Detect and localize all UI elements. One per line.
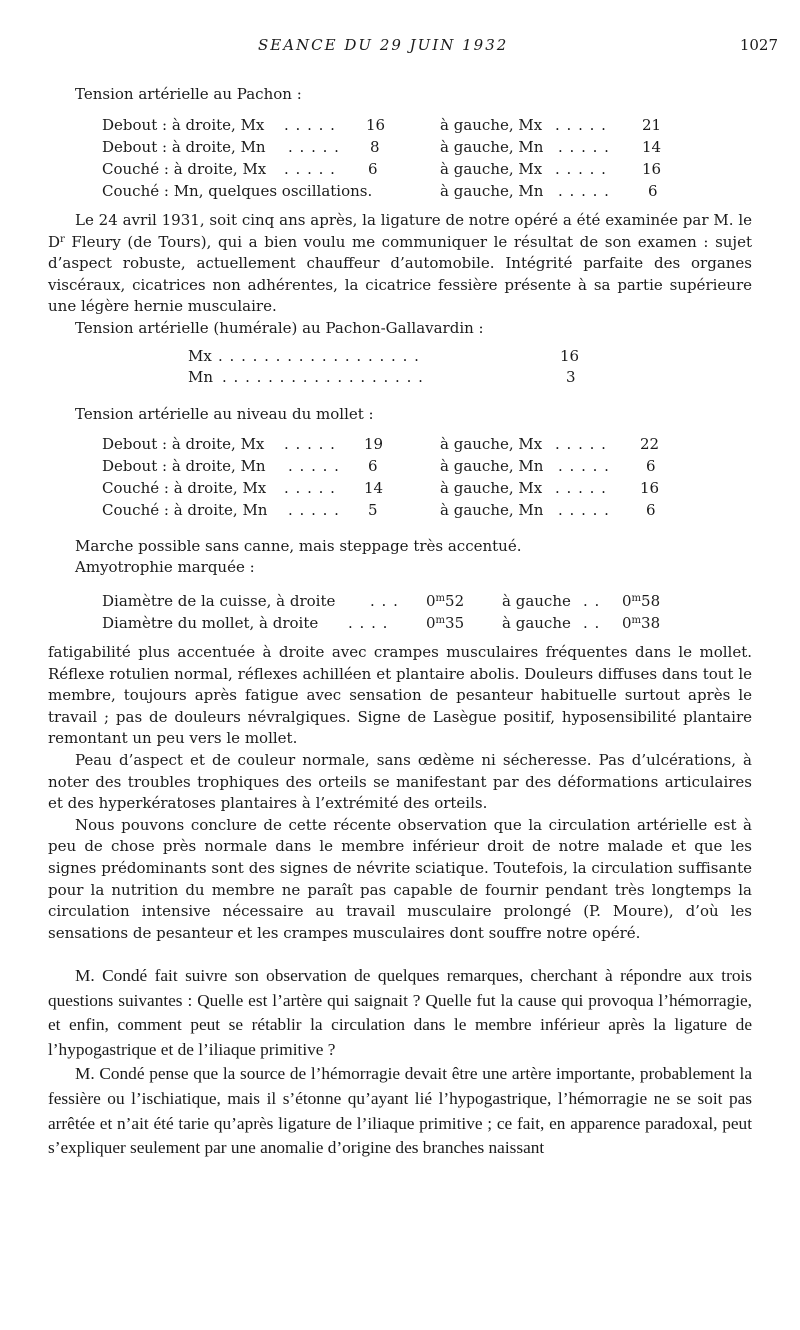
pachon-right-text: à gauche, Mn [440,182,544,200]
humerale-name: Mn [188,368,214,386]
diametre-left-value: 0$^m$38 [622,614,661,632]
dot-leader: . . . . . . . . . . . . . . . . . . [222,368,424,386]
mollet-left-text: Debout : à droite, Mx [102,435,265,453]
dot-leader: . . . . . [558,182,610,200]
dot-leader: . . . . . [284,479,336,497]
mollet-right-value: 6 [646,501,656,519]
paragraph-examen: Le 24 avril 1931, soit cinq ans après, la ligature de notre opéré a été examinée par M. le $D^r$ Fleury (de Tours), qui a bien voulu me communiquer le résultat de son examen : sujet d’aspect robuste, actuellement chauffeur d’automobile. Intégrité parfaite des organes viscéraux, cicatrices non adhérentes, la cicatrice fessière présente à sa partie supérieure une légère hernie musculaire. [48,211,752,316]
mollet-right-value: 22 [640,435,660,453]
dot-leader: . . . . . . . . . . . . . . . . . . [218,347,420,365]
observation-paragraphs [48,642,752,944]
dot-leader: . . . . . [288,457,340,475]
paragraph-conde-pense: M. Condé pense que la source de l’hémorragie devait être une artère importante, probablement la fessière ou l’ischiatique, mais il s’étonne qu’ayant lié l’hypogastrique, l’hémorragie ne se soit pas arrêtée et n’ait été tarie qu’après ligature de l’iliaque primitive ; ce fait, en apparence paradoxal, peut s’expliquer seulement par une anomalie d’origine des branches naissant [48,1064,752,1158]
dot-leader: . . . . . [284,116,336,134]
pachon-right-value: 14 [642,138,662,156]
humerale-value: 16 [560,347,580,365]
mollet-left-text: Couché : à droite, Mn [102,501,268,519]
diametre-right-value: 0$^m$35 [426,614,465,632]
diametre-row [0,591,800,613]
dot-leader: . . . . . [555,160,607,178]
pachon-left-value: 6 [368,160,378,178]
pachon-right-value: 16 [642,160,662,178]
mollet-left-text: Debout : à droite, Mn [102,457,266,475]
mollet-right-text: à gauche, Mn [440,501,544,519]
tension-mollet-label: Tension artérielle au niveau du mollet : [75,405,374,423]
dot-leader: . . [583,614,601,632]
running-title: SEANCE DU 29 JUIN 1932 [258,36,509,54]
mollet-row [0,456,800,478]
dot-leader: . . . . . [555,479,607,497]
pachon-left-text: Debout : à droite, Mx [102,116,265,134]
dot-leader: . . . . [348,614,389,632]
dot-leader: . . . . . [555,435,607,453]
diametre-label: Diamètre de la cuisse, à droite [102,592,336,610]
humerale-row [0,346,800,368]
mollet-left-value: 19 [364,435,384,453]
tension-humerale-label: Tension artérielle (humérale) au Pachon-Gallavardin : [75,319,484,337]
dot-leader: . . . . . [555,116,607,134]
paragraph-conclusion: Nous pouvons conclure de cette récente observation que la circulation artérielle est à peu de chose près normale dans le membre inférieur droit de notre malade et que les signes prédominants sont des signes de névrite sciatique. Toutefois, la circulation suffisante pour la nutrition du membre ne paraît pas capable de fournir pendant très longtemps la circulation intensive nécessaire au travail musculaire prolongé (P. Moure), d’où les sensations de pesanteur et les crampes musculaires dont souffre notre opéré. [48,815,752,942]
mollet-row [0,500,800,522]
mollet-left-value: 5 [368,501,378,519]
mollet-right-text: à gauche, Mx [440,479,543,497]
pachon-right-value: 6 [648,182,658,200]
humerale-row [0,367,800,389]
mollet-left-value: 6 [368,457,378,475]
mollet-right-text: à gauche, Mn [440,457,544,475]
dot-leader: . . . . . [558,457,610,475]
diametre-row [0,613,800,635]
mollet-left-text: Couché : à droite, Mx [102,479,267,497]
dot-leader: . . [583,592,601,610]
diametre-label: Diamètre du mollet, à droite [102,614,319,632]
paragraph-fatigabilite: fatigabilité plus accentuée à droite avec crampes musculaires fréquentes dans le mollet. Réflexe rotulien normal, réflexes achilléen et plantaire abolis. Douleurs diffuses dans tout le membre, toujours après fatigue avec sensation de pesanteur habituelle surtout après le travail ; pas de douleurs névralgiques. Signe de Lasègue positif, hyposensibilité plantaire remontant un peu vers le mollet. [48,643,752,748]
dot-leader: . . . . . [558,138,610,156]
pachon-right-text: à gauche, Mx [440,160,543,178]
marche-line: Marche possible sans canne, mais steppage très accentué. [75,537,522,555]
pachon-left-text: Couché : Mn, quelques oscillations. [102,182,373,200]
dot-leader: . . . . . [284,435,336,453]
tension-pachon-label: Tension artérielle au Pachon : [75,85,302,103]
pachon-left-text: Debout : à droite, Mn [102,138,266,156]
pachon-row [0,159,800,181]
diametre-left-label: à gauche [502,614,571,632]
mollet-right-value: 16 [640,479,660,497]
dot-leader: . . . . . [288,138,340,156]
pachon-left-value: 16 [366,116,386,134]
pachon-row [0,137,800,159]
diametre-left-label: à gauche [502,592,571,610]
pachon-left-value: 8 [370,138,380,156]
humerale-name: Mx [188,347,212,365]
mollet-row [0,478,800,500]
dot-leader: . . . . . [288,501,340,519]
pachon-row [0,181,800,203]
dot-leader: . . . . . [558,501,610,519]
paragraph-conde-remarques: M. Condé fait suivre son observation de quelques remarques, cherchant à répondre aux trois questions suivantes : Quelle est l’artère qui saignait ? Quelle fut la cause qui provoqua l’hémorragie, et enfin, comment peut se rétablir la circulation dans le membre inférieur après la ligature de l’hypogastrique et de l’iliaque primitive ? [48,966,752,1059]
diametre-left-value: 0$^m$58 [622,592,661,610]
pachon-row [0,115,800,137]
diametre-right-value: 0$^m$52 [426,592,465,610]
pachon-right-text: à gauche, Mn [440,138,544,156]
pachon-right-value: 21 [642,116,662,134]
pachon-right-text: à gauche, Mx [440,116,543,134]
mollet-right-value: 6 [646,457,656,475]
humerale-value: 3 [566,368,576,386]
page-header [0,36,800,58]
pachon-left-text: Couché : à droite, Mx [102,160,267,178]
page-number: 1027 [739,36,778,54]
dot-leader: . . . . . [284,160,336,178]
mollet-left-value: 14 [364,479,384,497]
mollet-row [0,434,800,456]
paragraph-peau: Peau d’aspect et de couleur normale, sans œdème ni sécheresse. Pas d’ulcérations, à noter des troubles trophiques des orteils se manifestant par des déformations articulaires et des hyperkératoses plantaires à l’extrémité des orteils. [48,750,752,813]
amyotrophie-line: Amyotrophie marquée : [75,558,255,576]
mollet-right-text: à gauche, Mx [440,435,543,453]
dot-leader: . . . [370,592,399,610]
discussion-paragraphs [48,964,752,1161]
